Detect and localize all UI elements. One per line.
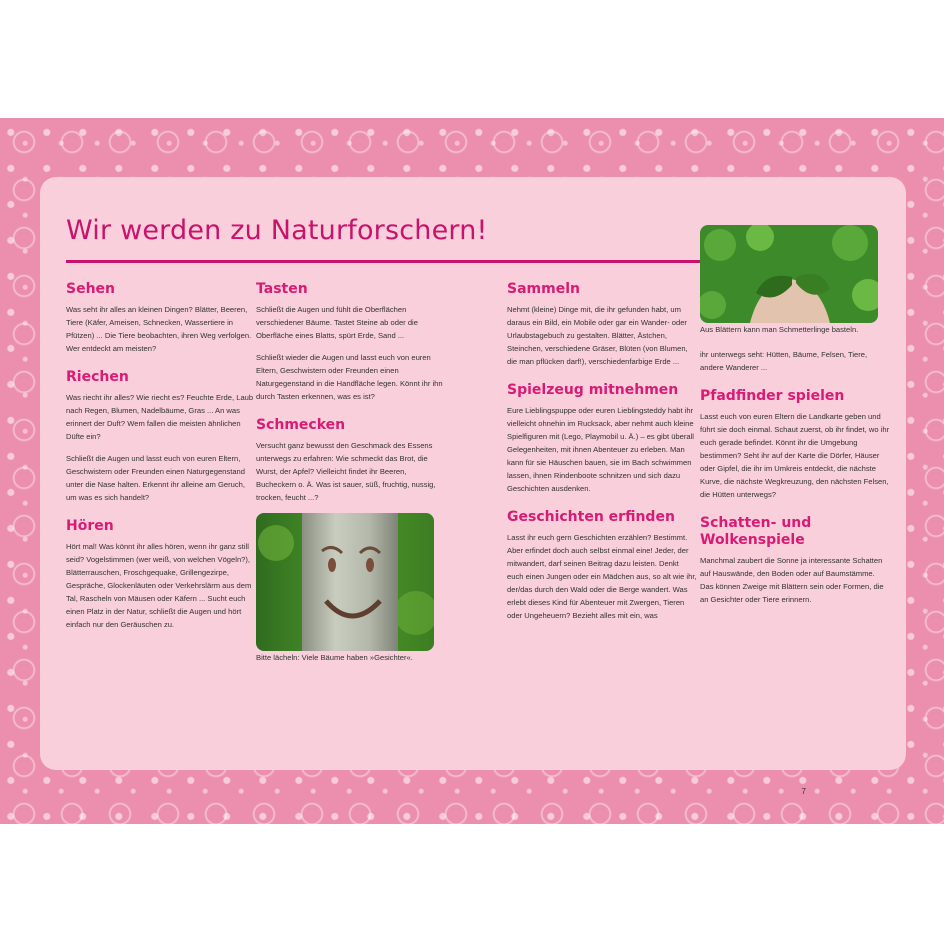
text-sehen: Was seht ihr alles an kleinen Dingen? Blätter, Beeren, Tiere (Käfer, Ameisen, Schnecken, Wassertiere in Pfützen) ... Die Tiere beobachten, ihren Weg verfolgen. Wer entdeckt am meisten?	[66, 305, 252, 353]
text-hoeren: Hört mal! Was könnt ihr alles hören, wenn ihr ganz still seid? Vogelstimmen (wer weiß, von welchen Vögeln?), Blätterrauschen, Froschgequake, Grillengezirpe, Gespräche, Glockenläuten oder Verkehrslärm aus dem Tal, Rascheln von Mäusen oder Käfern ... Sucht euch einen Platz in der Natur, schließt die Augen und hört einfach nur den Geräuschen zu.	[66, 542, 252, 629]
heading-geschichten: Geschichten erfinden	[507, 509, 675, 525]
text-riechen-1: Was riecht ihr alles? Wie riecht es? Feuchte Erde, Laub nach Regen, Blumen, Nadelbäume, Gras ... An was erinnert der Duft? Wem fallen die meisten ähnlichen Düfte ein?	[66, 393, 254, 441]
heading-schmecken: Schmecken	[256, 417, 346, 433]
heading-pfadfinder: Pfadfinder spielen	[700, 388, 845, 404]
text-riechen-2: Schließt die Augen und lasst euch von euren Eltern, Geschwistern oder Freunden einen Naturgegenstand unter die Nase halten. Erkennt ihr alleine am Geruch, um was es sich handelt?	[66, 454, 245, 502]
heading-spielzeug: Spielzeug mitnehmen	[507, 382, 679, 398]
heading-hoeren: Hören	[66, 518, 114, 534]
text-sammeln: Nehmt (kleine) Dinge mit, die ihr gefunden habt, um daraus ein Bild, ein Mobile oder gar ein Wander- oder Urlaubstagebuch zu gestalten. Blätter, Ästchen, Steinchen, verschiedene Gräser, Blüten (von Blumen, die man pflücken darf!), verschiedenfarbige Erde ...	[507, 305, 688, 366]
text-spielzeug: Eure Lieblingspuppe oder euren Lieblingsteddy habt ihr vielleicht ohnehin im Rucksack, aber nehmt auch kleine Spielfiguren mit (Lego, Playmobil u. Ä.) – es gibt überall Gelegenheiten, mit ihnen Abenteuer zu erleben. Man kann für sie Häuschen bauen, sie im Bach schwimmen lassen, ihnen Rindenboote schnitzen und sich dazu Geschichten ausdenken.	[507, 406, 694, 493]
tree-face-photo	[256, 513, 434, 651]
column-2	[256, 281, 446, 673]
column-4	[700, 225, 890, 615]
text-schmecken: Versucht ganz bewusst den Geschmack des Essens unterwegs zu erfahren: Wie schmeckt das Brot, die Wurst, der Apfel? Vielleicht findet ihr Beeren, Bucheckern o. Ä. Was ist sauer, süß, fruchtig, nussig, trocken, feucht ...?	[256, 441, 436, 502]
heading-sehen: Sehen	[66, 281, 116, 297]
text-continuation: ihr unterwegs seht: Hütten, Bäume, Felsen, Tiere, andere Wanderer ...	[700, 350, 868, 372]
column-1	[66, 281, 256, 640]
page-title: Wir werden zu Naturforschern!	[66, 215, 488, 246]
text-geschichten: Lasst ihr euch gern Geschichten erzählen? Bestimmt. Aber erfindet doch auch selbst einmal eine! Jeder, der mitwandert, darf seinen Beitrag dazu leisten. Denkt euch einen Jungen oder ein Mädchen aus, so alt wie ihr, der/das durch den Wald oder die Berge wandert. Was erlebt dieses Kind für Abenteuer mit Zwergen, Tieren oder Ungeheuern? Bezieht alles mit ein, was	[507, 533, 697, 620]
leaf-butterfly-photo	[700, 225, 878, 323]
text-tasten-2: Schließt wieder die Augen und lasst euch von euren Eltern, Geschwistern oder Freunden einen Naturgegenstand in die Handfläche legen. Könnt ihr ihn durch Tasten erkennen, was es ist?	[256, 353, 443, 401]
column-3	[507, 281, 697, 631]
heading-riechen: Riechen	[66, 369, 129, 385]
heading-sammeln: Sammeln	[507, 281, 580, 297]
pink-pattern-background	[0, 118, 944, 824]
text-tasten-1: Schließt die Augen und fühlt die Oberflächen verschiedener Bäume. Tastet Steine ab oder die Oberfläche eines Blatts, spürt Erde, Sand ...	[256, 305, 418, 340]
caption-leaf-butterfly: Aus Blättern kann man Schmetterlinge basteln.	[700, 325, 859, 334]
text-pfadfinder: Lasst euch von euren Eltern die Landkarte geben und führt sie doch einmal. Schaut zuerst, ob ihr findet, wo ihr euch gerade befindet. Könnt ihr die Umgebung bestimmen? Seht ihr auf der Karte die Dörfer, Häuser oder Gipfel, die ihr im Umkreis entdeckt, die nächste Kurve, die nächste Wegkreuzung, den nächsten Felsen, die Hütten unterwegs?	[700, 412, 890, 499]
heading-schatten: Schatten- und Wolkenspiele	[700, 515, 812, 548]
content-panel	[40, 177, 906, 770]
text-schatten: Manchmal zaubert die Sonne ja interessante Schatten auf Hauswände, den Boden oder auf Baumstämme. Das können Zweige mit Blättern sein oder Formen, die an Gesichter oder Tiere erinnern.	[700, 556, 884, 604]
heading-tasten: Tasten	[256, 281, 308, 297]
page-number: 7	[801, 787, 806, 796]
caption-tree-face: Bitte lächeln: Viele Bäume haben »Gesichter«.	[256, 653, 413, 662]
